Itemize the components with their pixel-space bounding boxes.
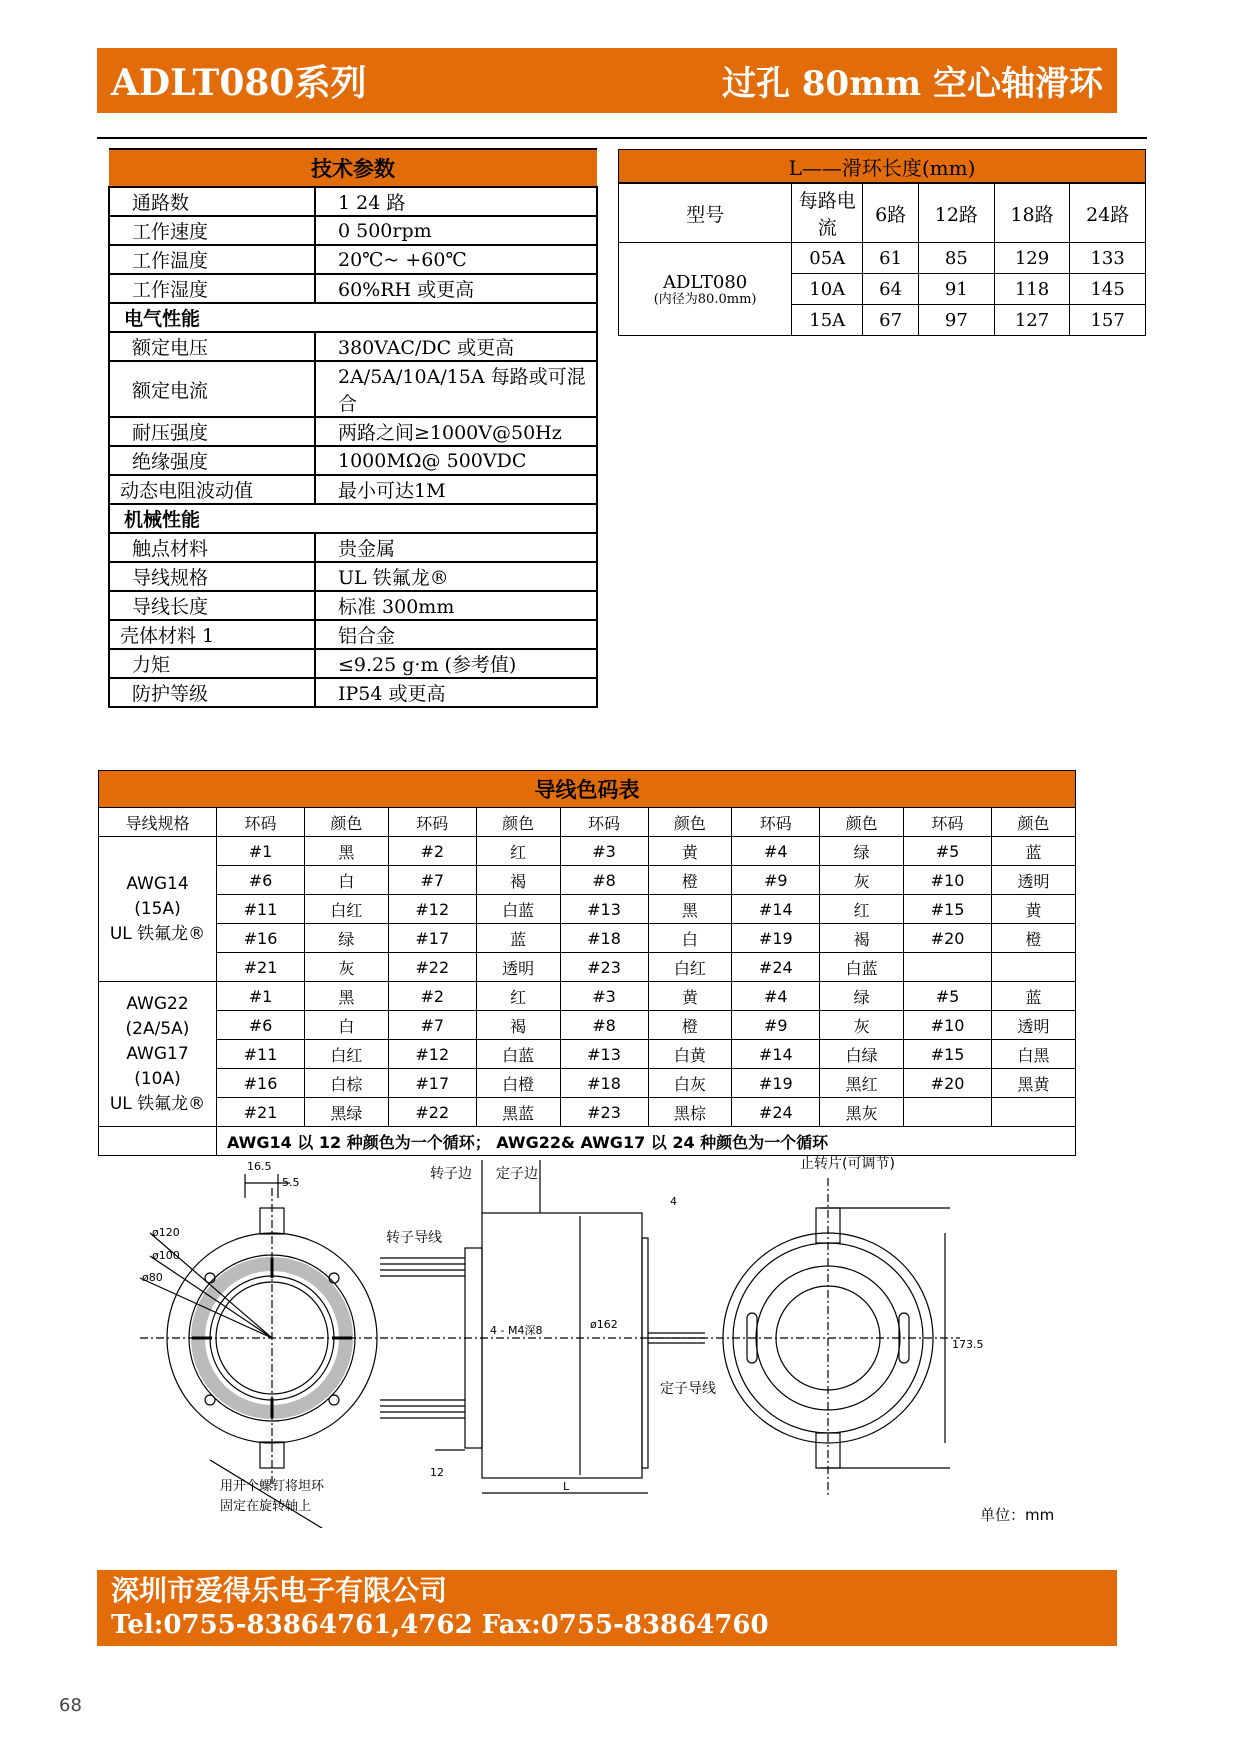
contact-info: Tel:0755-83864761,4762 Fax:0755-83864760	[111, 1610, 769, 1640]
ring-code: #6	[217, 866, 305, 895]
tech-value: 60%RH 或更高	[315, 274, 597, 303]
wire-color: 橙	[992, 924, 1076, 953]
color-header: 颜色	[476, 808, 560, 837]
length-cell: 127	[994, 305, 1070, 336]
wire-color	[992, 1098, 1076, 1127]
ring-code: #9	[732, 1011, 820, 1040]
length-header: 每路电流	[792, 183, 863, 243]
wire-color-table	[98, 770, 1076, 1156]
wire-spec-line: AWG22	[126, 993, 189, 1014]
wire-color: 黑	[648, 895, 732, 924]
length-cell: 64	[863, 274, 919, 305]
wire-color: 黑红	[820, 1069, 904, 1098]
wire-color: 白绿	[820, 1040, 904, 1069]
tech-key: 触点材料	[109, 533, 315, 562]
ring-code: #3	[560, 837, 648, 866]
length-cell: 118	[994, 274, 1070, 305]
stator-side-label: 定子边	[496, 1166, 538, 1182]
length-header: 18路	[994, 183, 1070, 243]
ring-code	[904, 953, 992, 982]
wire-spec-line: AWG17	[126, 1043, 189, 1064]
length-header: 12路	[919, 183, 995, 243]
wire-color: 透明	[476, 953, 560, 982]
wire-color: 黑灰	[820, 1098, 904, 1127]
tech-key: 工作速度	[109, 216, 315, 245]
ring-code: #18	[560, 924, 648, 953]
wire-spec-line: UL 铁氟龙®	[109, 1093, 206, 1114]
ring-code: #9	[732, 866, 820, 895]
wire-color: 褐	[476, 866, 560, 895]
ring-code: #6	[217, 1011, 305, 1040]
ring-code: #23	[560, 1098, 648, 1127]
color-row	[99, 982, 1076, 1011]
rotor-wire-label: 转子导线	[386, 1230, 442, 1246]
ring-code: #5	[904, 837, 992, 866]
ring-code	[904, 1098, 992, 1127]
tech-value: 0 500rpm	[315, 216, 597, 245]
tech-key: 额定电压	[109, 332, 315, 361]
wire-spec-line: (15A)	[134, 898, 181, 919]
length-cell: 05A	[792, 243, 863, 274]
ring-code: #10	[904, 866, 992, 895]
ring-code: #1	[217, 982, 305, 1011]
tech-row	[109, 533, 597, 562]
footer-banner	[97, 1570, 1117, 1646]
tech-key: 绝缘强度	[109, 446, 315, 475]
wire-color: 灰	[820, 1011, 904, 1040]
screw-note-1: 用开个螺钉将坦环	[220, 1479, 325, 1494]
length-header: 型号	[619, 183, 792, 243]
tech-row	[109, 187, 597, 216]
wire-spec-line: (10A)	[134, 1068, 181, 1089]
wire-color: 白	[304, 1011, 388, 1040]
wire-color: 绿	[820, 982, 904, 1011]
tech-value: 1 24 路	[315, 187, 597, 216]
wire-color: 黄	[648, 982, 732, 1011]
color-header: 颜色	[648, 808, 732, 837]
ring-code: #1	[217, 837, 305, 866]
length-header: 6路	[863, 183, 919, 243]
wire-color: 白蓝	[820, 953, 904, 982]
wire-color: 黑绿	[304, 1098, 388, 1127]
wire-color: 白棕	[304, 1069, 388, 1098]
color-row	[99, 1069, 1076, 1098]
wire-color: 蓝	[992, 982, 1076, 1011]
wire-color: 白	[304, 866, 388, 895]
color-header: 环码	[217, 808, 305, 837]
color-header: 颜色	[992, 808, 1076, 837]
tech-spec-table	[108, 148, 598, 708]
tech-value: 2A/5A/10A/15A 每路或可混合	[315, 361, 597, 417]
ring-code: #13	[560, 1040, 648, 1069]
header-rule	[97, 137, 1147, 139]
wire-color: 白红	[648, 953, 732, 982]
tech-key: 耐压强度	[109, 417, 315, 446]
ring-code: #3	[560, 982, 648, 1011]
dim-4: 4	[670, 1195, 677, 1208]
company-name: 深圳市爱得乐电子有限公司	[111, 1574, 448, 1607]
screw-note-2: 固定在旋转轴上	[220, 1499, 312, 1514]
section-mechanical: 机械性能	[109, 504, 597, 533]
tech-value: ≤9.25 g·m (参考值)	[315, 649, 597, 678]
ring-code: #22	[388, 1098, 476, 1127]
length-cell: 133	[1070, 243, 1146, 274]
wire-color: 黑棕	[648, 1098, 732, 1127]
tech-spec-title: 技术参数	[109, 149, 597, 187]
tech-value: 380VAC/DC 或更高	[315, 332, 597, 361]
wire-spec-line: UL 铁氟龙®	[109, 923, 206, 944]
color-header: 环码	[560, 808, 648, 837]
wire-color: 橙	[648, 866, 732, 895]
color-row	[99, 1040, 1076, 1069]
tech-value: 铝合金	[315, 620, 597, 649]
color-header: 颜色	[304, 808, 388, 837]
tech-value: 两路之间≥1000V@50Hz	[315, 417, 597, 446]
wire-color: 透明	[992, 1011, 1076, 1040]
color-header: 环码	[732, 808, 820, 837]
wire-spec-label	[99, 982, 217, 1127]
ring-code: #14	[732, 895, 820, 924]
length-cell: 157	[1070, 305, 1146, 336]
length-cell: 97	[919, 305, 995, 336]
wire-color: 白蓝	[476, 1040, 560, 1069]
tech-row	[109, 417, 597, 446]
ring-code: #23	[560, 953, 648, 982]
length-cell: 129	[994, 243, 1070, 274]
length-cell: 91	[919, 274, 995, 305]
color-row	[99, 866, 1076, 895]
color-table-title: 导线色码表	[99, 771, 1076, 808]
dim-173: 173.5	[952, 1338, 984, 1351]
dim-outer: ø120	[152, 1226, 180, 1239]
wire-color: 白橙	[476, 1069, 560, 1098]
ring-code: #15	[904, 1040, 992, 1069]
wire-spec-line: (2A/5A)	[125, 1018, 190, 1039]
tech-key: 导线长度	[109, 591, 315, 620]
tech-row	[109, 475, 597, 504]
wire-color: 蓝	[992, 837, 1076, 866]
tech-value: 最小可达1M	[315, 475, 597, 504]
ring-code: #17	[388, 924, 476, 953]
technical-drawing	[100, 1138, 1060, 1528]
ring-code: #22	[388, 953, 476, 982]
ring-code: #11	[217, 895, 305, 924]
color-row	[99, 953, 1076, 982]
length-cell: 67	[863, 305, 919, 336]
ring-code: #10	[904, 1011, 992, 1040]
wire-color: 褐	[820, 924, 904, 953]
ring-code: #4	[732, 982, 820, 1011]
color-row	[99, 837, 1076, 866]
ring-code: #5	[904, 982, 992, 1011]
rear-view	[700, 1178, 960, 1498]
wire-color: 黑	[304, 837, 388, 866]
wire-color: 黄	[648, 837, 732, 866]
tech-key: 通路数	[109, 187, 315, 216]
color-row	[99, 1098, 1076, 1127]
dim-12: 12	[430, 1466, 444, 1479]
ring-code: #21	[217, 1098, 305, 1127]
wire-color: 白黄	[648, 1040, 732, 1069]
ring-code: #21	[217, 953, 305, 982]
wire-color: 白蓝	[476, 895, 560, 924]
tech-row	[109, 446, 597, 475]
tech-row	[109, 649, 597, 678]
section-electric: 电气性能	[109, 303, 597, 332]
tech-value: UL 铁氟龙®	[315, 562, 597, 591]
tech-row	[109, 562, 597, 591]
tech-value: IP54 或更高	[315, 678, 597, 707]
dim-mid: ø100	[152, 1249, 180, 1262]
ring-code: #7	[388, 1011, 476, 1040]
wire-color: 橙	[648, 1011, 732, 1040]
ring-code: #13	[560, 895, 648, 924]
tech-row	[109, 678, 597, 707]
dim-inner: ø80	[142, 1271, 163, 1284]
color-header: 导线规格	[99, 808, 217, 837]
wire-color: 灰	[304, 953, 388, 982]
product-title: 过孔 80mm 空心轴滑环	[722, 64, 1103, 104]
tech-value: 贵金属	[315, 533, 597, 562]
ring-code: #19	[732, 1069, 820, 1098]
model-cell	[619, 243, 792, 336]
length-cell: 61	[863, 243, 919, 274]
dim-top2: 5.5	[282, 1176, 300, 1189]
tech-key: 力矩	[109, 649, 315, 678]
ring-code: #17	[388, 1069, 476, 1098]
dim-L: L	[563, 1480, 570, 1493]
tech-row	[109, 591, 597, 620]
tech-row	[109, 361, 597, 417]
wire-color: 白红	[304, 1040, 388, 1069]
color-row	[99, 895, 1076, 924]
tech-key: 动态电阻波动值	[109, 475, 315, 504]
series-title: ADLT080系列	[111, 62, 367, 104]
ring-code: #11	[217, 1040, 305, 1069]
length-cell: 15A	[792, 305, 863, 336]
length-row	[619, 243, 1146, 274]
tech-value: 20℃~ +60℃	[315, 245, 597, 274]
cycle-note: AWG14 以 12 种颜色为一个循环； AWG22& AWG17 以 24 种颜色为一个循环	[217, 1127, 1076, 1156]
length-cell: 10A	[792, 274, 863, 305]
tech-key: 壳体材料 1	[109, 620, 315, 649]
ring-code: #18	[560, 1069, 648, 1098]
ring-code: #14	[732, 1040, 820, 1069]
header-banner	[97, 48, 1117, 113]
rotor-side-label: 转子边	[430, 1166, 472, 1182]
ring-code: #4	[732, 837, 820, 866]
ring-code: #16	[217, 924, 305, 953]
wire-spec-line: AWG14	[126, 873, 189, 894]
wire-color: 蓝	[476, 924, 560, 953]
ring-code: #7	[388, 866, 476, 895]
wire-color: 红	[476, 837, 560, 866]
wire-color: 黑黄	[992, 1069, 1076, 1098]
wire-color: 红	[820, 895, 904, 924]
color-header: 环码	[904, 808, 992, 837]
ring-code: #8	[560, 1011, 648, 1040]
tech-value: 标准 300mm	[315, 591, 597, 620]
color-header: 环码	[388, 808, 476, 837]
body-dia-label: ø162	[590, 1318, 618, 1331]
ring-code: #2	[388, 837, 476, 866]
wire-color: 绿	[304, 924, 388, 953]
wire-spec-label	[99, 837, 217, 982]
tech-row	[109, 245, 597, 274]
model-note: (内径为80.0mm)	[653, 291, 757, 307]
length-header: 24路	[1070, 183, 1146, 243]
wire-color: 白红	[304, 895, 388, 924]
ring-code: #2	[388, 982, 476, 1011]
ring-code: #12	[388, 1040, 476, 1069]
tech-key: 工作温度	[109, 245, 315, 274]
length-title: L——滑环长度(mm)	[619, 150, 1146, 184]
ring-code: #20	[904, 924, 992, 953]
length-cell: 145	[1070, 274, 1146, 305]
tech-key: 防护等级	[109, 678, 315, 707]
tech-value: 1000MΩ@ 500VDC	[315, 446, 597, 475]
holes-label: 4 - M4深8	[490, 1324, 543, 1337]
length-cell: 85	[919, 243, 995, 274]
ring-code: #24	[732, 1098, 820, 1127]
tech-key: 导线规格	[109, 562, 315, 591]
tech-key: 额定电流	[109, 361, 315, 417]
ring-code: #19	[732, 924, 820, 953]
tech-row	[109, 332, 597, 361]
wire-color: 白	[648, 924, 732, 953]
dim-top1: 16.5	[247, 1160, 272, 1173]
wire-color: 白黑	[992, 1040, 1076, 1069]
page-number: 68	[59, 1695, 82, 1716]
length-table	[618, 149, 1146, 336]
wire-color: 褐	[476, 1011, 560, 1040]
wire-color: 绿	[820, 837, 904, 866]
unit-label: 单位：mm	[980, 1506, 1055, 1524]
wire-color: 红	[476, 982, 560, 1011]
wire-color: 白灰	[648, 1069, 732, 1098]
ring-code: #20	[904, 1069, 992, 1098]
ring-code: #16	[217, 1069, 305, 1098]
stop-tab-label: 止转片(可调节)	[800, 1156, 895, 1172]
wire-color: 黑	[304, 982, 388, 1011]
tech-key: 工作湿度	[109, 274, 315, 303]
wire-color: 黑蓝	[476, 1098, 560, 1127]
tech-row	[109, 620, 597, 649]
wire-color	[992, 953, 1076, 982]
tech-row	[109, 274, 597, 303]
ring-code: #24	[732, 953, 820, 982]
color-row	[99, 1011, 1076, 1040]
side-view	[380, 1160, 705, 1493]
model-name: ADLT080	[662, 271, 748, 293]
ring-code: #15	[904, 895, 992, 924]
ring-code: #12	[388, 895, 476, 924]
wire-color: 透明	[992, 866, 1076, 895]
stator-wire-label: 定子导线	[660, 1381, 716, 1397]
wire-color: 灰	[820, 866, 904, 895]
color-row	[99, 924, 1076, 953]
wire-color: 黄	[992, 895, 1076, 924]
color-header: 颜色	[820, 808, 904, 837]
tech-row	[109, 216, 597, 245]
ring-code: #8	[560, 866, 648, 895]
